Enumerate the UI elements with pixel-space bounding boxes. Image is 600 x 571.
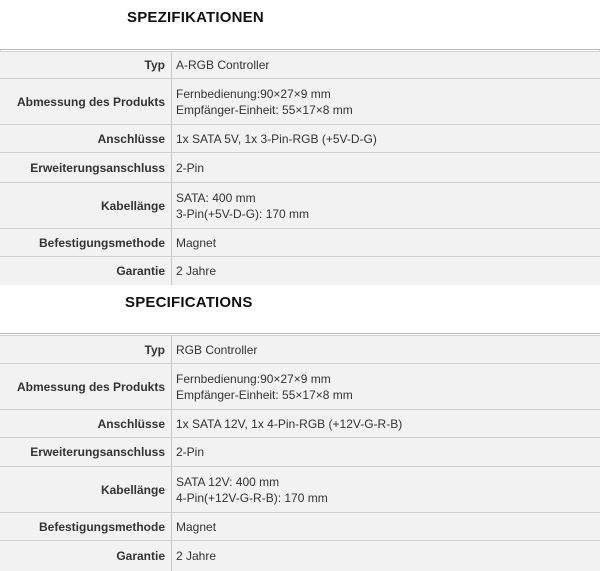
column-separator [171,125,172,152]
spec-row-erweiterungsanschluss [0,437,600,466]
row-label: Typ [144,342,165,357]
row-value [176,229,596,256]
value-line: RGB Controller [176,342,258,357]
value-line: 2-Pin [176,160,205,175]
column-separator [171,364,172,409]
spec-row-typ [0,335,600,363]
value-line: SATA 12V: 400 mm [176,474,280,489]
column-separator [171,257,172,285]
section-header-specifications [0,285,600,335]
column-separator [171,541,172,571]
row-label: Abmessung des Produkts [16,94,165,109]
value-line: Empfänger-Einheit: 55×17×8 mm [176,102,353,117]
section-title: SPEZIFIKATIONEN [127,9,264,26]
value-line: 3-Pin(+5V-D-G): 170 mm [176,206,310,221]
spec-row-abmessung [0,363,600,409]
row-value [176,52,596,78]
row-value [176,467,596,512]
value-line: SATA: 400 mm [176,190,256,205]
row-label: Erweiterungsanschluss [30,445,165,459]
spec-row-abmessung [0,78,600,124]
value-line: Fernbedienung:90×27×9 mm [176,371,331,386]
section-header-spezifikationen [0,0,600,50]
spec-row-typ [0,51,600,78]
spec-row-befestigungsmethode [0,228,600,256]
column-separator [171,79,172,124]
value-line: A-RGB Controller [176,58,270,72]
section-divider [0,49,600,50]
row-value [176,336,596,363]
row-value [176,513,596,540]
value-line: 2 Jahre [176,264,217,278]
spec-row-anschluesse [0,409,600,437]
row-label: Anschlüsse [97,416,165,431]
column-separator [171,229,172,256]
row-label: Kabellänge [100,198,165,213]
value-line: 1x SATA 12V, 1x 4-Pin-RGB (+12V-G-R-B) [176,416,403,431]
row-label: Typ [144,58,165,72]
spec-row-garantie [0,540,600,571]
row-value [176,153,596,182]
column-separator [171,513,172,540]
column-separator [171,467,172,512]
column-separator [171,410,172,437]
row-label: Befestigungsmethode [38,519,165,534]
row-label: Befestigungsmethode [38,235,165,250]
spec-row-befestigungsmethode [0,512,600,540]
value-line: Magnet [176,519,217,534]
row-label: Erweiterungsanschluss [30,160,165,175]
column-separator [171,153,172,182]
spec-row-anschluesse [0,124,600,152]
value-line: 1x SATA 5V, 1x 3-Pin-RGB (+5V-D-G) [176,131,377,146]
value-line: Magnet [176,235,217,250]
spec-row-garantie [0,256,600,285]
value-line: 2 Jahre [176,549,217,563]
row-value [176,125,596,152]
column-separator [171,52,172,78]
row-label: Anschlüsse [97,131,165,146]
row-value [176,410,596,437]
row-value [176,541,596,571]
column-separator [171,183,172,228]
value-line: Fernbedienung:90×27×9 mm [176,86,331,101]
spec-row-kabellaenge [0,182,600,228]
column-separator [171,438,172,466]
row-value [176,183,596,228]
value-line: 4-Pin(+12V-G-R-B): 170 mm [176,490,328,505]
row-value [176,438,596,466]
column-separator [171,336,172,363]
row-value [176,364,596,409]
spec-row-kabellaenge [0,466,600,512]
section-divider [0,333,600,334]
section-title: SPECIFICATIONS [125,294,253,311]
row-value [176,79,596,124]
row-label: Kabellänge [100,482,165,497]
row-label: Garantie [116,549,165,563]
row-label: Garantie [116,264,165,278]
spec-row-erweiterungsanschluss [0,152,600,182]
value-line: Empfänger-Einheit: 55×17×8 mm [176,387,353,402]
row-label: Abmessung des Produkts [16,379,165,394]
value-line: 2-Pin [176,445,205,459]
row-value [176,257,596,285]
